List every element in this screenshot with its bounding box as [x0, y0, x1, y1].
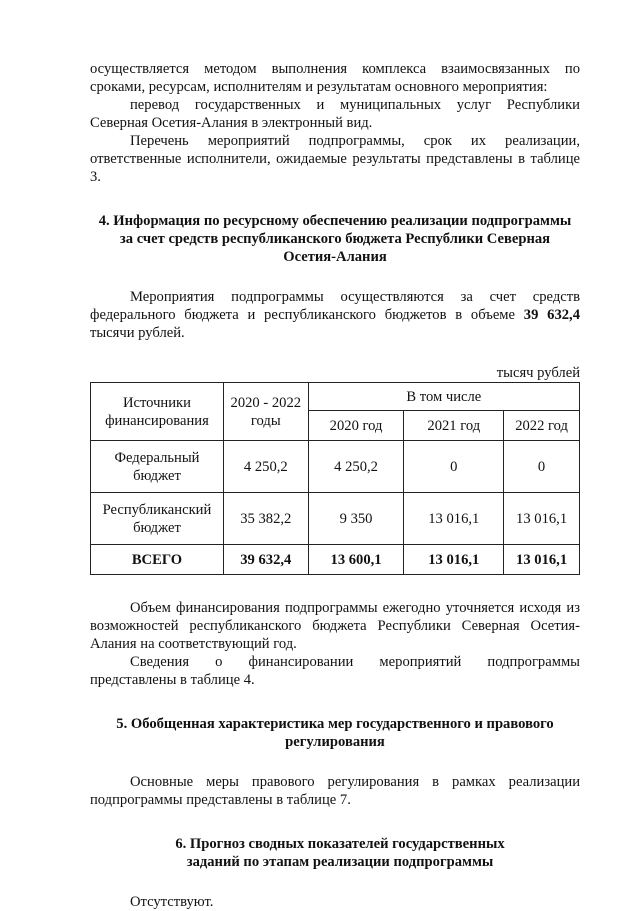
row-value: 4 250,2: [308, 441, 404, 493]
intro-paragraph: осуществляется методом выполнения комплекса взаимосвязанных по сроками, ресурсам, исполнителям и результатам основного мероприятия:: [90, 61, 580, 95]
table-row: [91, 493, 580, 545]
section-6-heading: 6. Прогноз сводных показателей государственных заданий по этапам реализации подпрограммы: [175, 836, 505, 870]
row-name: ВСЕГО: [91, 545, 224, 575]
row-value: 0: [404, 441, 504, 493]
section-4-paragraph: [90, 288, 580, 342]
header-year: 2021 год: [404, 411, 504, 441]
row-value: 13 016,1: [504, 545, 580, 575]
row-name: Республиканский бюджет: [91, 493, 224, 545]
document-page: [90, 60, 580, 911]
section-4-text: Мероприятия подпрограммы осуществляются за счет средств федерального бюджета и республиканского бюджетов в объеме: [90, 289, 580, 323]
row-value: 13 016,1: [504, 493, 580, 545]
row-total: 35 382,2: [223, 493, 308, 545]
funding-table: [90, 382, 580, 575]
header-period: 2020 - 2022 годы: [223, 383, 308, 441]
row-value: 9 350: [308, 493, 404, 545]
header-group: В том числе: [308, 383, 579, 411]
after-table-paragraph: Объем финансирования подпрограммы ежегодно уточняется исходя из возможностей республиканского бюджета Республики Северная Осетия-Алания на соответствующий год.: [90, 600, 580, 652]
row-value: 13 016,1: [404, 493, 504, 545]
row-value: 13 600,1: [308, 545, 404, 575]
section-4-heading: 4. Информация по ресурсному обеспечению реализации подпрограммы за счет средств республиканского бюджета Республики Северная Осетия-Алания: [98, 213, 572, 265]
row-name: Федеральный бюджет: [91, 441, 224, 493]
row-value: 13 016,1: [404, 545, 504, 575]
section-5-paragraph: Основные меры правового регулирования в рамках реализации подпрограммы представлены в таблице 7.: [90, 774, 580, 808]
section-4-tail: тысячи рублей.: [90, 325, 185, 341]
table-row: [91, 441, 580, 493]
section-4-amount: 39 632,4: [523, 307, 580, 323]
header-year: 2020 год: [308, 411, 404, 441]
row-value: 0: [504, 441, 580, 493]
table-unit-label: тысяч рублей: [496, 365, 580, 381]
header-year: 2022 год: [504, 411, 580, 441]
table4-reference: Сведения о финансировании мероприятий подпрограммы представлены в таблице 4.: [90, 654, 580, 688]
intro-table3-reference: Перечень мероприятий подпрограммы, срок их реализации, ответственные исполнители, ожидаемые результаты представлены в таблице 3.: [90, 133, 580, 185]
table-total-row: [91, 545, 580, 575]
section-6-paragraph: Отсутствуют.: [130, 894, 214, 910]
header-source: Источники финансирования: [91, 383, 224, 441]
section-5-heading: 5. Обобщенная характеристика мер государственного и правового регулирования: [116, 716, 554, 750]
table-header-row: [91, 383, 580, 411]
row-total: 4 250,2: [223, 441, 308, 493]
row-total: 39 632,4: [223, 545, 308, 575]
intro-item: перевод государственных и муниципальных услуг Республики Северная Осетия-Алания в электронный вид.: [90, 97, 580, 131]
